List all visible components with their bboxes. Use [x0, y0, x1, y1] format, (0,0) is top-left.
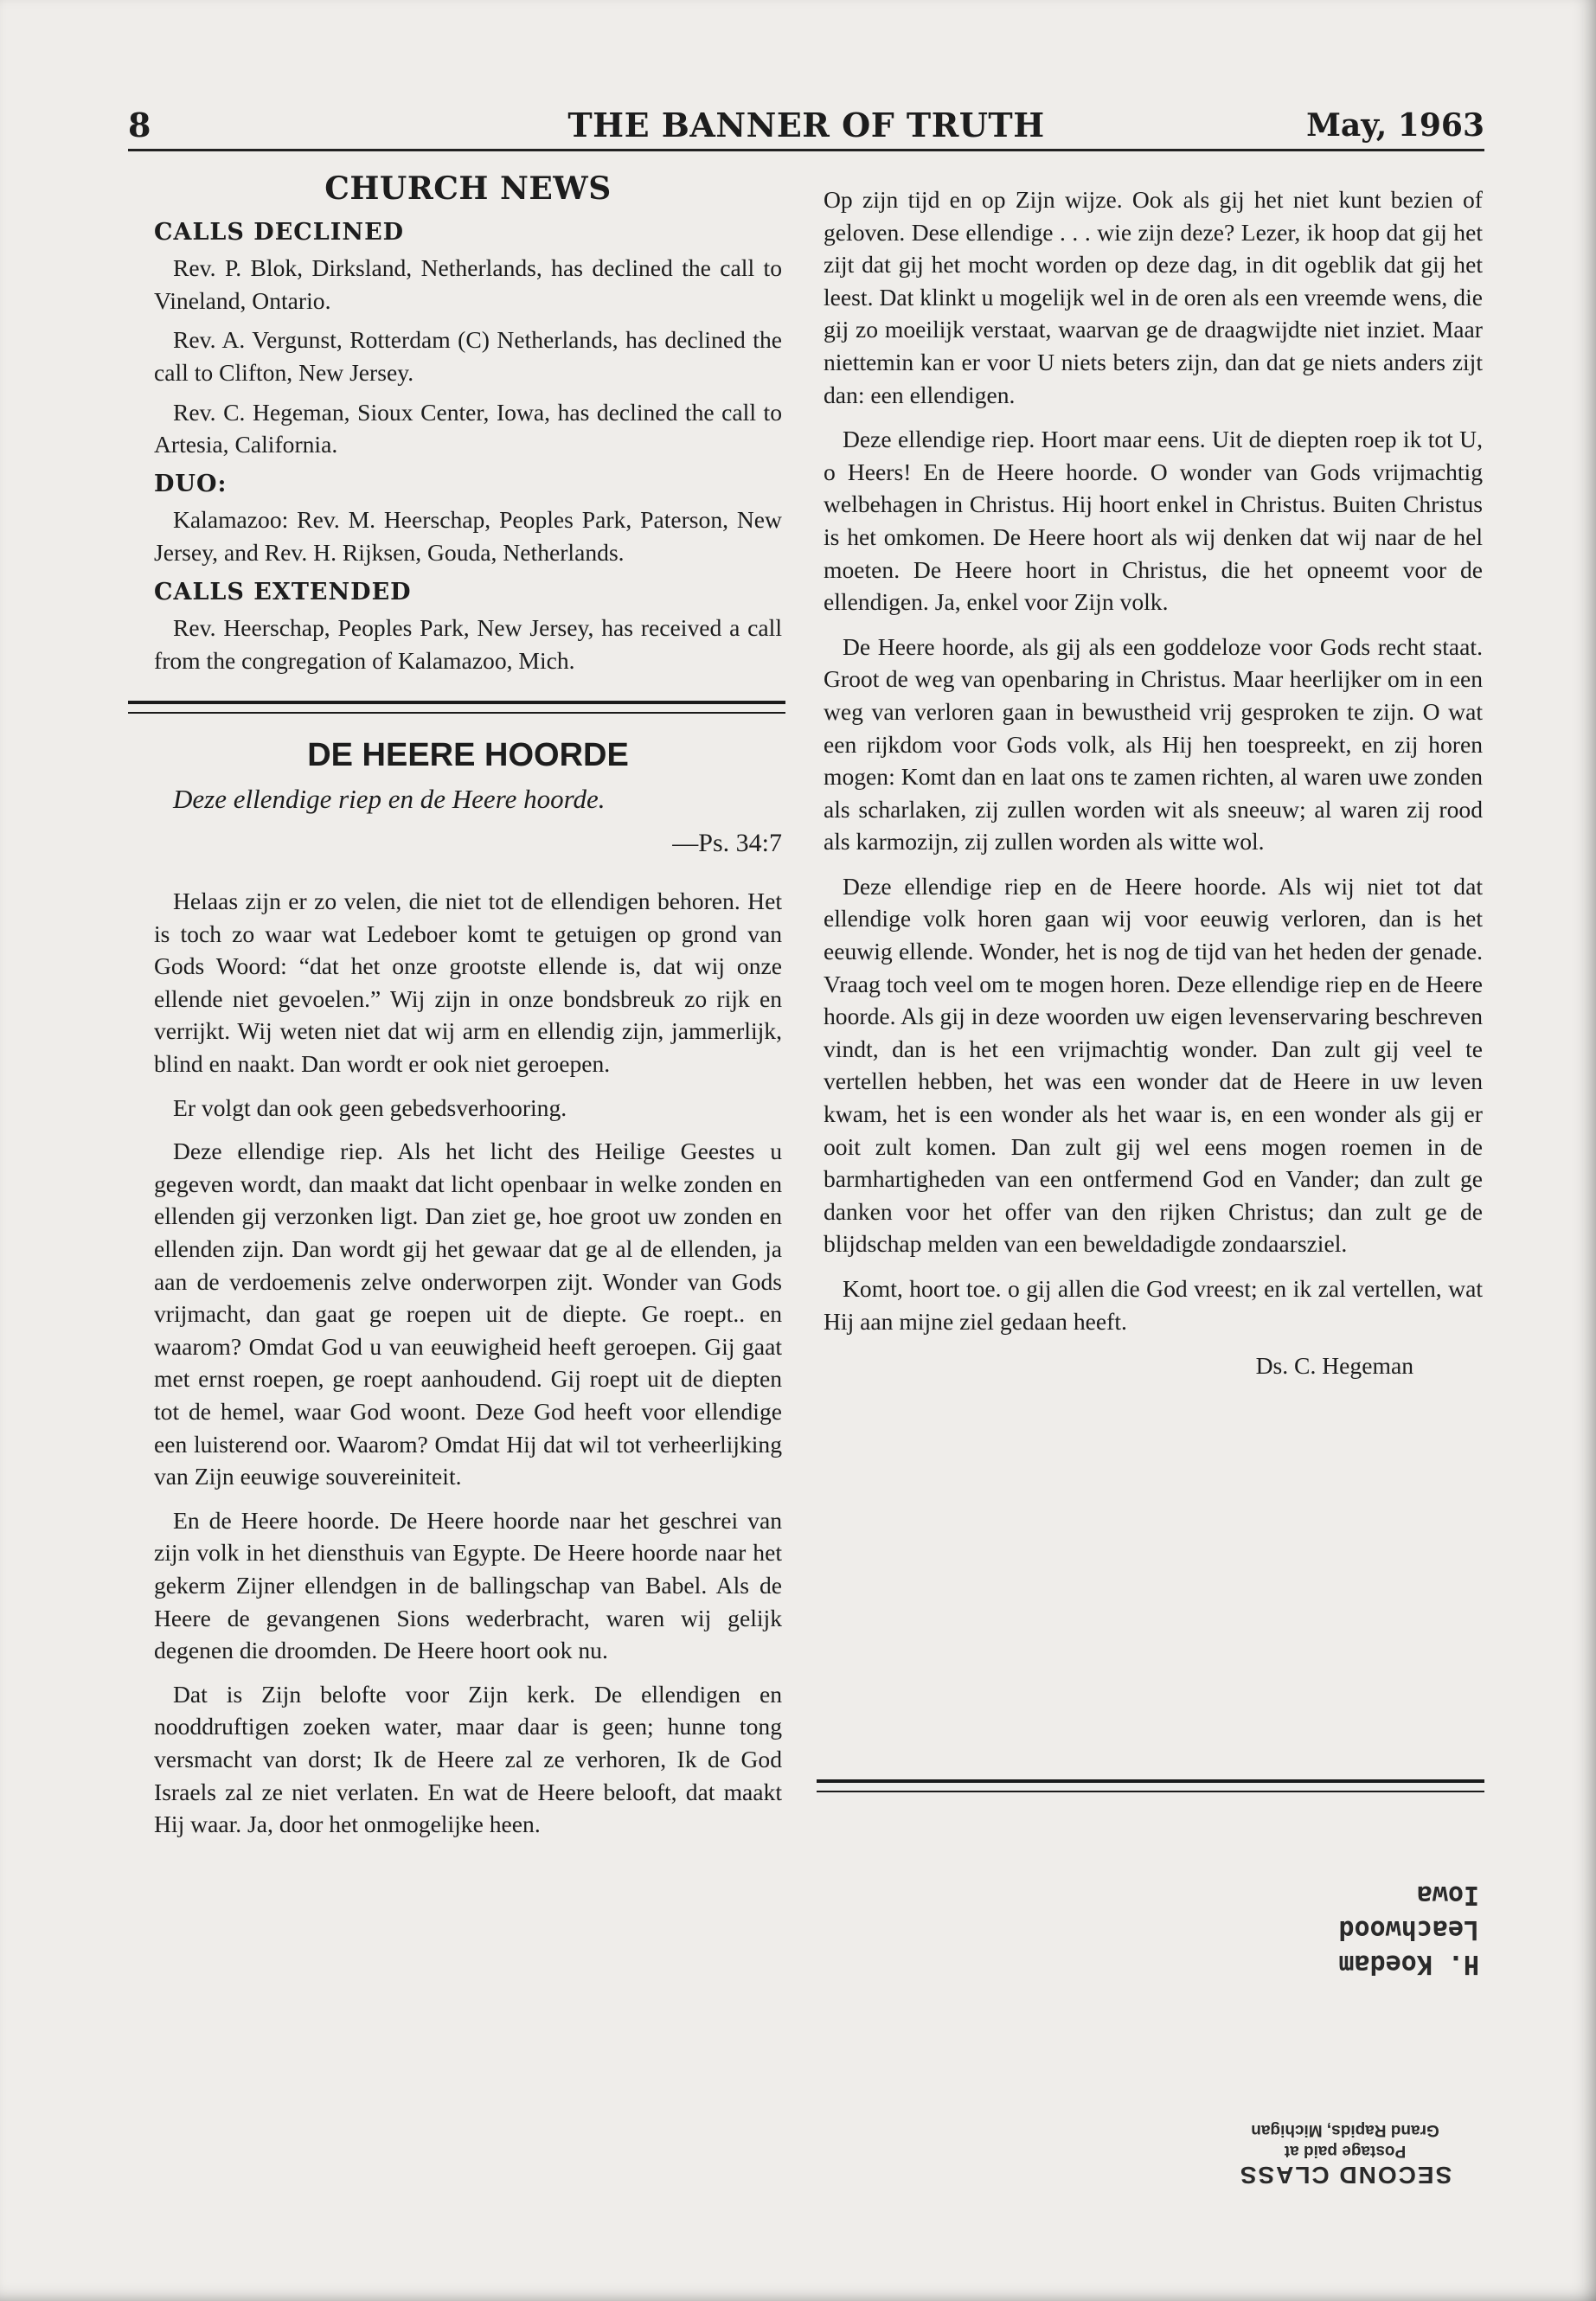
article-paragraph: Deze ellendige riep en de Heere hoorde. Als wij niet tot dat ellendige volk horen gaan wij voor eeuwig verloren, dan is het eeuwig ellende. Wonder, het is nog de tijd van het heden der genade. Vraag toch veel om te mogen horen. Deze ellendige riep en de Heere hoorde. Als gij in deze woorden uw eigen levenservaring beschreven vindt, dan is het een vrijmachtig wonder. Dan zult gij veel te vertellen hebben, het was een wonder dat de Heere in uw leven kwam, het is een wonder als het waar is, en een wonder als gij er ooit zult komen. Dan zult gij wel eens mogen roemen in de barmhartigheden van een ontfermend God en Vander; dan zult ge danken voor het offer van den rijken Christus; dan zult ge de blijdschap melden van een beweldadigde zondaarsziel. [824, 872, 1483, 1258]
article-epigraph: Deze ellendige riep en de Heere hoorde. [173, 783, 606, 814]
calls-declined-heading: CALLS DECLINED [154, 218, 405, 246]
article-paragraph: Deze ellendige riep. Als het licht des Heilige Geestes u gegeven wordt, dan maakt dat licht openbaar in welke zonden en ellenden gij verzonken ligt. Dan ziet ge, hoe groot uw zonden en ellenden zijn. Dan wordt gij het gewaar dat ge al de ellenden, ja aan de verdoemenis zelve onderworpen zijt. Wonder van Gods vrijmacht, dan gaat ge roepen uit de diepte. Ge roept.. en waarom? Omdat God u van eeuwigheid heeft geroepen. Gij gaat met ernst roepen, ge roept aanhoudend. Gij roept uit de diepten tot de hemel, waar God woont. Deze God heeft voor ellendige een luisterend oor. Waarom? Omdat Hij dat wil tot verheerlijking van Zijn eeuwige souvereiniteit. [154, 1138, 782, 1490]
news-item: Kalamazoo: Rev. M. Heerschap, Peoples Park, Paterson, New Jersey, and Rev. H. Rijksen, Gouda, Netherlands. [154, 506, 782, 566]
news-item: Rev. C. Hegeman, Sioux Center, Iowa, has declined the call to Artesia, California. [154, 398, 782, 458]
epigraph-reference: —Ps. 34:7 [672, 828, 782, 857]
news-item: Rev. Heerschap, Peoples Park, New Jersey, has received a call from the congregation of Kalamazoo, Mich. [154, 614, 782, 674]
article-paragraph: En de Heere hoorde. De Heere hoorde naar het geschrei van zijn volk in het diensthuis van Egypte. De Heere hoorde naar het gekerm Zijner ellendgen in de ballingschap van Babel. Als de Heere de gevangenen Sions wederbracht, waren wij gelijk degenen die droomden. De Heere hoort ook nu. [154, 1506, 782, 1664]
article-paragraph: Komt, hoort toe. o gij allen die God vreest; en ik zal vertellen, wat Hij aan mijne ziel gedaan heeft. [824, 1275, 1483, 1335]
news-item: Rev. A. Vergunst, Rotterdam (C) Netherlands, has declined the call to Clifton, New Jersey. [154, 326, 782, 386]
permit-postage: Postage paid at [1284, 2142, 1407, 2160]
left-column [154, 170, 782, 1852]
issue-date: May, 1963 [1306, 107, 1484, 144]
page-header [128, 106, 1484, 151]
mailing-label [1220, 1877, 1479, 1981]
permit-class: SECOND CLASS [1238, 2162, 1452, 2189]
church-news-title: CHURCH NEWS [324, 170, 612, 207]
postal-permit [1202, 2085, 1488, 2189]
mailing-city: Leachwood [1338, 1914, 1479, 1945]
article-paragraph: Er volgt dan ook geen gebedsverhooring. [173, 1093, 567, 1121]
permit-location: Grand Rapids, Michigan [1251, 2121, 1439, 2139]
article-paragraph: Op zijn tijd en op Zijn wijze. Ook als gij het niet kunt bezien of geloven. Dese ellendige . . . wie zijn deze? Lezer, ik hoop dat gij het zijt dat gij het mocht worden op deze dag, in dit ogeblik dat gij het leest. Dat klinkt u mogelijk wel in de oren als een vreemde wens, die gij zo moeilijk verstaat, waarvan ge de draagwijdte niet inziet. Maar niettemin kan er voor U niets beters zijn, dan dat ge niets anders zijt dan: een ellendigen. [824, 186, 1483, 408]
duo-heading: DUO: [154, 470, 228, 497]
article-paragraph: Dat is Zijn belofte voor Zijn kerk. De ellendigen en nooddruftigen zoeken water, maar daar is geen; hunne tong versmacht van dorst; Ik de Heere zal ze verhoren, Ik de God Israels zal ze niet verlaten. En wat de Heere belooft, dat maakt Hij waar. Ja, door het onmogelijke heen. [154, 1680, 782, 1838]
section-divider [817, 1779, 1484, 1792]
mailing-state: Iowa [1416, 1880, 1479, 1910]
page-number: 8 [128, 106, 151, 144]
section-divider [128, 701, 785, 714]
article-paragraph: De Heere hoorde, als gij als een goddeloze voor Gods recht staat. Groot de weg van openbaring in Christus. Maar heerlijker om in een weg van verloren gaan in bewustheid vrij gesproken te zijn. O wat een rijkdom voor Gods volk, als Hij hen toespreekt, en zij horen mogen: Komt dan en laat ons te zamen richten, al waren uwe zonden als scharlaken, zij zullen worden wit als sneeuw; al waren zij rood als karmozijn, zij zullen worden als witte wol. [824, 632, 1483, 856]
article-signature: Ds. C. Hegeman [1255, 1352, 1413, 1380]
right-column [824, 183, 1483, 1382]
mailing-name: H. Koedam [1338, 1949, 1479, 1979]
article-paragraph: Deze ellendige riep. Hoort maar eens. Uit de diepten roep ik tot U, o Heers! En de Heere hoorde. O wonder van Gods vrijmachtig welbehagen in Christus. Hij hoort enkel in Christus. Buiten Christus is het omkomen. De Heere hoort als wij denken dat wij naar de hel moeten. De Heere hoort in Christus, die het opneemt voor de ellendigen. Ja, enkel voor Zijn volk. [824, 426, 1483, 616]
news-item: Rev. P. Blok, Dirksland, Netherlands, has declined the call to Vineland, Ontario. [154, 254, 782, 314]
article-title: DE HEERE HOORDE [307, 737, 629, 774]
header-rule [128, 149, 1484, 151]
publication-title: THE BANNER OF TRUTH [567, 106, 1045, 144]
calls-extended-heading: CALLS EXTENDED [154, 578, 412, 606]
article-paragraph: Helaas zijn er zo velen, die niet tot de ellendigen behoren. Het is toch zo waar wat Ledeboer komt te getuigen op grond van Gods Woord: “dat het onze grootste ellende is, dat wij onze ellende niet gevoelen.” Wij zijn in onze bondsbreuk zo rijk en verrijkt. Wij weten niet dat wij arm en ellendig zijn, jammerlijk, blind en naakt. Dan wordt er ook niet geroepen. [154, 888, 782, 1078]
